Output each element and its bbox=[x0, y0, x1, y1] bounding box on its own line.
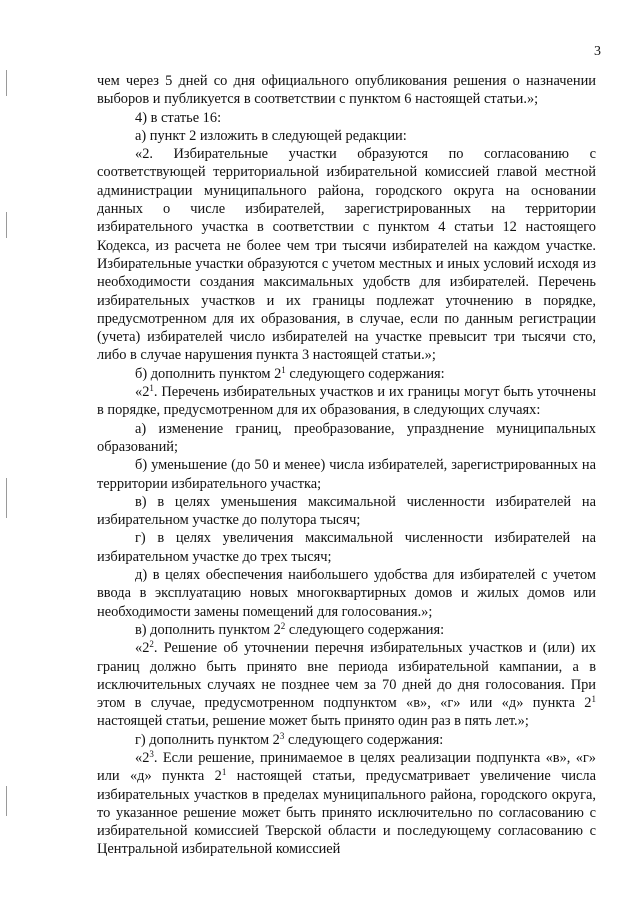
superscript: 1 bbox=[149, 383, 154, 394]
paragraph-text: г) в целях увеличения максимальной численности избирателей на избирательном участке до трех тысяч; bbox=[97, 530, 596, 565]
paragraph-text: д) в целях обеспечения наибольшего удобства для избирателей с учетом ввода в эксплуатацию новых многоквартирных домов и жилых домов или необходимости замены помещений для голосования.»; bbox=[97, 567, 596, 620]
paragraph-text: следующего содержания: bbox=[285, 621, 445, 638]
paragraph bbox=[97, 456, 596, 493]
superscript: 1 bbox=[591, 694, 596, 705]
paragraph-text: следующего содержания: bbox=[285, 365, 445, 382]
paragraph-text: в) в целях уменьшения максимальной численности избирателей на избирательном участке до полутора тысяч; bbox=[97, 493, 596, 529]
superscript: 3 bbox=[149, 748, 154, 759]
paragraph bbox=[97, 145, 596, 365]
paragraph bbox=[97, 109, 596, 127]
paragraph-text: «2 bbox=[135, 749, 150, 766]
paragraph bbox=[97, 731, 596, 749]
paragraph-text: настоящей статьи, предусматривает увеличение числа избирательных участков в пределах муниципального района, городского округа, то указанное решение может быть принято исключительно по согласованию с избирательной комиссией Тверской области и последующему согласованию с Центральной избирательной комиссией bbox=[97, 768, 596, 858]
superscript: 2 bbox=[280, 620, 286, 631]
paragraph-text: а) изменение границ, преобразование, упразднение муниципальных образований; bbox=[97, 420, 596, 455]
paragraph-text: г) дополнить пунктом 2 bbox=[135, 731, 280, 748]
paragraph-text: . Если решение, принимаемое в целях реализации подпункта «в», «г» или «д» пункта 2 bbox=[97, 749, 596, 785]
paragraph-text: в) дополнить пунктом 2 bbox=[135, 621, 281, 638]
page-number: 3 bbox=[594, 44, 601, 59]
superscript: 3 bbox=[279, 730, 285, 741]
paragraph bbox=[97, 639, 596, 730]
scan-edge-mark bbox=[6, 478, 7, 518]
paragraph-text: чем через 5 дней со дня официального опубликования решения о назначении выборов и публикуется в соответствии с пунктом 6 настоящей статьи.»; bbox=[97, 73, 596, 108]
paragraph bbox=[97, 749, 596, 859]
superscript: 2 bbox=[149, 639, 154, 650]
paragraph-text: следующего содержания: bbox=[284, 731, 444, 748]
paragraph-text: . Перечень избирательных участков и их границы могут быть уточнены в порядке, предусмотренном для их образования, в следующих случаях: bbox=[97, 384, 596, 419]
superscript: 1 bbox=[221, 767, 227, 778]
paragraph-text: б) дополнить пунктом 2 bbox=[135, 365, 282, 382]
scan-edge-mark bbox=[6, 212, 7, 238]
paragraph-text: . Решение об уточнении перечня избирательных участков и (или) их границ должно быть принято вне периода избирательной кампании, а в исключительных случаях не позднее чем за 70 дней до дня голосования. При этом в случае, предусмотренном подпунктом «в», «г» или «д» пункта 2 bbox=[97, 640, 596, 712]
paragraph bbox=[97, 493, 596, 530]
paragraph-text: 4) в статье 16: bbox=[135, 109, 222, 126]
paragraph-text: «2 bbox=[135, 640, 150, 657]
paragraph-text: б) уменьшение (до 50 и менее) числа избирателей, зарегистрированных на территории избирательного участка; bbox=[97, 457, 596, 492]
scan-edge-mark bbox=[6, 70, 7, 96]
paragraph bbox=[97, 420, 596, 457]
scan-edge-mark bbox=[6, 786, 7, 816]
paragraph-text: а) пункт 2 изложить в следующей редакции: bbox=[135, 127, 407, 144]
paragraph bbox=[97, 72, 596, 109]
paragraph-text: «2. Избирательные участки образуются по согласованию с соответствующей территориальной избирательной комиссией главой местной администрации муниципального района, городского округа на основании данных о числе избирателей, зарегистрированных на территории избирательного участка в соответствии с пунктом 4 статьи 12 настоящего Кодекса, из расчета не более чем три тысячи избирателей на каждом участке. Избирательные участки образуются с учетом местных и иных условий исходя из необходимости создания максимальных удобств для избирателей. Перечень избирательных участков и их границы подлежат уточнению в порядке, предусмотренном для их образования, в случае, если по данным регистрации (учета) избирателей число избирателей на участке превысит три тысячи сто, либо в случае нарушения пункта 3 настоящей статьи.»; bbox=[97, 146, 596, 364]
paragraph bbox=[97, 529, 596, 566]
paragraph bbox=[97, 365, 596, 383]
paragraph-text: настоящей статьи, решение может быть принято один раз в пять лет.»; bbox=[97, 713, 529, 730]
paragraph bbox=[97, 127, 596, 145]
paragraph bbox=[97, 383, 596, 420]
paragraph bbox=[97, 566, 596, 621]
paragraph bbox=[97, 621, 596, 639]
superscript: 1 bbox=[281, 364, 286, 375]
paragraph-text: «2 bbox=[135, 384, 150, 401]
document-body bbox=[97, 72, 596, 859]
